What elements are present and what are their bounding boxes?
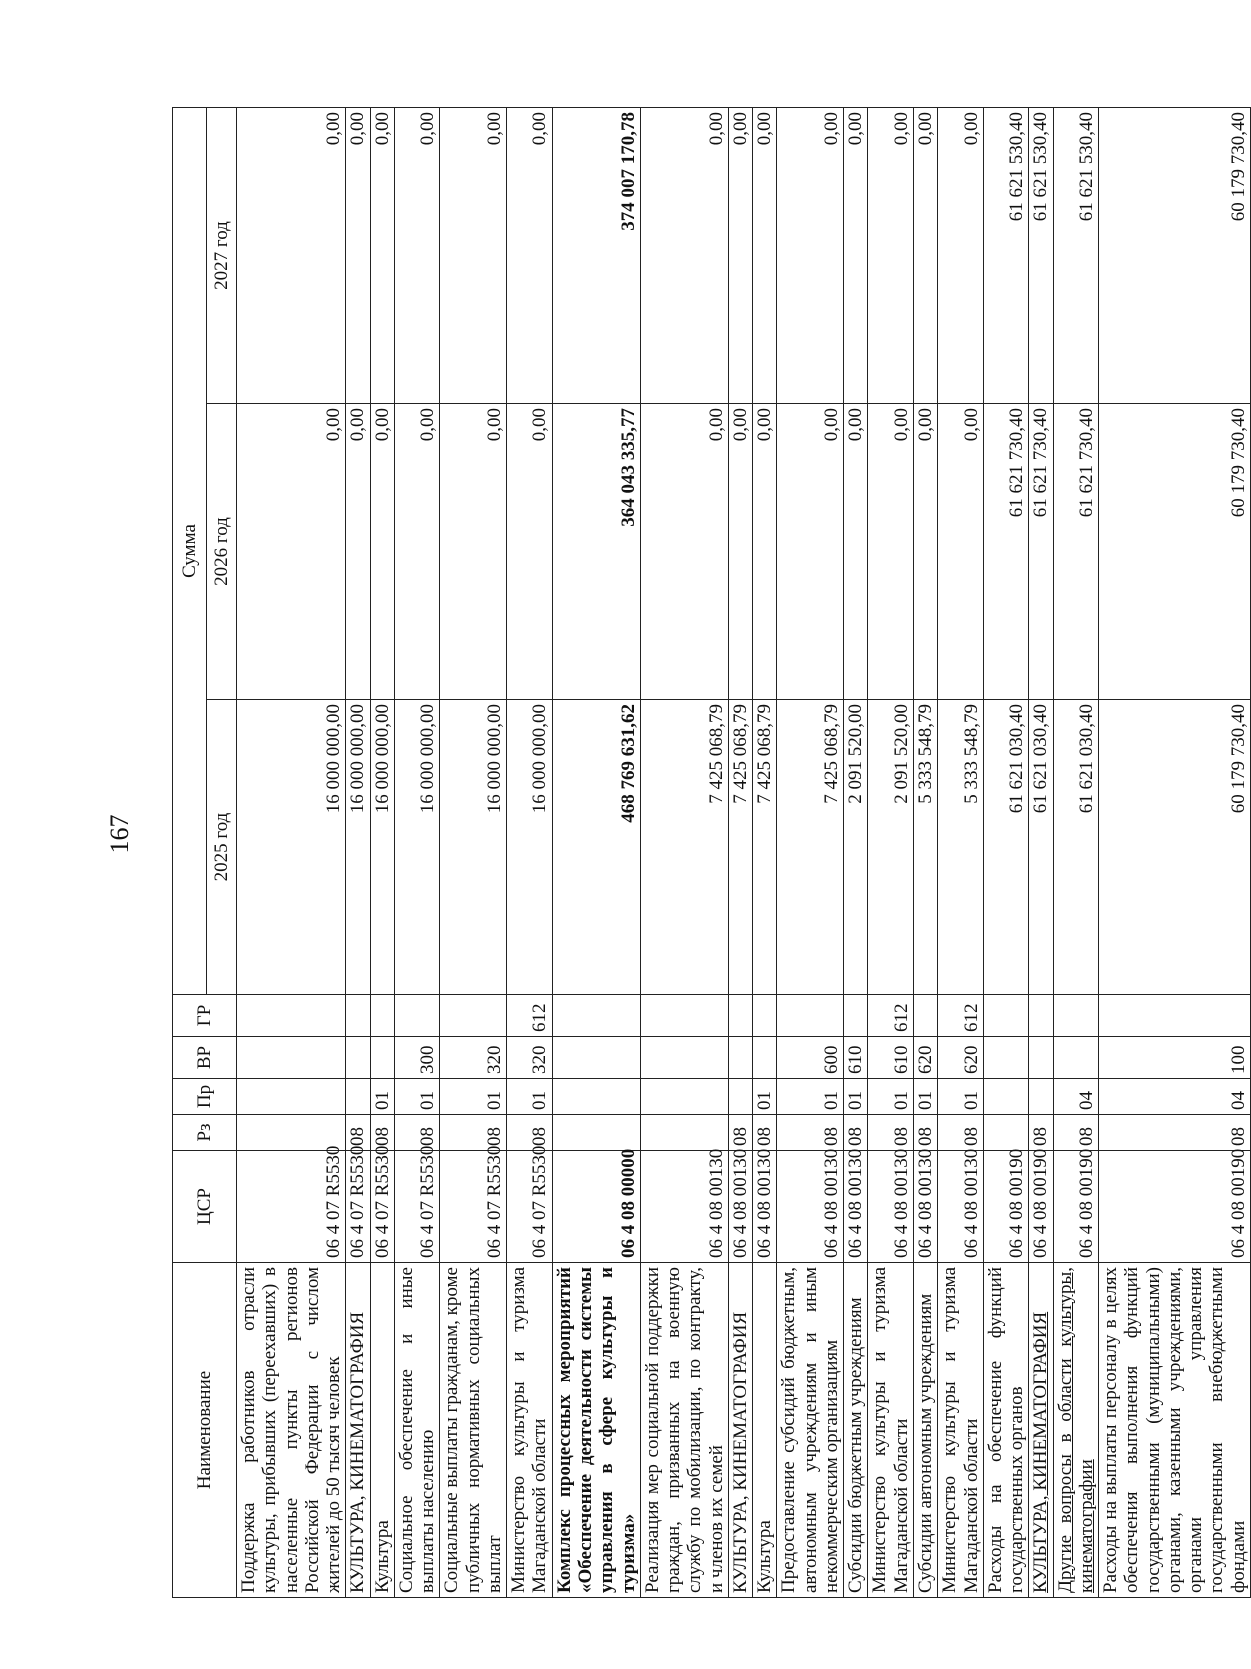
cell-gr: 612	[938, 995, 984, 1037]
header-year-2027: 2027 год	[207, 108, 237, 404]
cell-amount-2026: 0,00	[844, 404, 868, 700]
cell-amount-2025: 16 000 000,00	[346, 700, 370, 995]
header-sum: Сумма	[173, 108, 207, 995]
cell-amount-2025: 7 425 068,79	[753, 700, 777, 995]
cell-rz: 08	[728, 1115, 752, 1151]
cell-amount-2025: 7 425 068,79	[777, 700, 844, 995]
cell-gr	[777, 995, 844, 1037]
page-number: 167	[105, 814, 134, 854]
table-row	[1029, 108, 1053, 1598]
cell-rz: 08	[777, 1115, 844, 1151]
cell-amount-2025: 16 000 000,00	[440, 700, 507, 995]
cell-csr: 06 4 08 00190	[1099, 1151, 1251, 1263]
cell-amount-2025: 16 000 000,00	[507, 700, 553, 995]
cell-amount-2026: 0,00	[913, 404, 937, 700]
cell-amount-2027: 0,00	[868, 108, 914, 404]
cell-pr: 01	[440, 1079, 507, 1115]
table-row	[370, 108, 394, 1598]
table-row	[777, 108, 844, 1598]
cell-name: Министерство культуры и туризма Магаданской области	[938, 1263, 984, 1598]
cell-vr: 610	[844, 1037, 868, 1079]
cell-rz: 08	[844, 1115, 868, 1151]
cell-name: Министерство культуры и туризма Магаданской области	[868, 1263, 914, 1598]
cell-amount-2026: 0,00	[346, 404, 370, 700]
cell-csr: 06 4 07 R5530	[370, 1151, 394, 1263]
cell-amount-2026: 0,00	[753, 404, 777, 700]
cell-gr	[844, 995, 868, 1037]
cell-name: Поддержка работников отрасли культуры, прибывших (переехавших) в населенные пункты регионов Российской Федерации с числом жителей до 50 тысяч человек	[237, 1263, 346, 1598]
cell-amount-2025: 2 091 520,00	[844, 700, 868, 995]
cell-csr: 06 4 08 00130	[728, 1151, 752, 1263]
cell-name: КУЛЬТУРА, КИНЕМАТОГРАФИЯ	[1029, 1263, 1053, 1598]
cell-gr	[640, 995, 728, 1037]
cell-amount-2027: 0,00	[507, 108, 553, 404]
cell-csr: 06 4 08 00190	[983, 1151, 1029, 1263]
cell-amount-2027: 61 621 530,40	[1053, 108, 1099, 404]
cell-gr	[983, 995, 1029, 1037]
table-body	[237, 108, 1251, 1598]
cell-gr	[1099, 995, 1251, 1037]
cell-csr: 06 4 07 R5530	[394, 1151, 440, 1263]
cell-pr: 04	[1053, 1079, 1099, 1115]
cell-amount-2026: 0,00	[777, 404, 844, 700]
cell-vr	[753, 1037, 777, 1079]
cell-pr: 01	[777, 1079, 844, 1115]
cell-vr: 320	[440, 1037, 507, 1079]
cell-amount-2026: 0,00	[394, 404, 440, 700]
header-year-2025: 2025 год	[207, 700, 237, 995]
cell-vr: 300	[394, 1037, 440, 1079]
header-vr: ВР	[173, 1037, 237, 1079]
cell-vr	[1053, 1037, 1099, 1079]
cell-amount-2025: 2 091 520,00	[868, 700, 914, 995]
cell-amount-2025: 60 179 730,40	[1099, 700, 1251, 995]
cell-amount-2027: 0,00	[728, 108, 752, 404]
cell-gr	[728, 995, 752, 1037]
cell-gr	[1029, 995, 1053, 1037]
cell-amount-2025: 16 000 000,00	[394, 700, 440, 995]
cell-csr: 06 4 08 00130	[777, 1151, 844, 1263]
cell-rz: 08	[370, 1115, 394, 1151]
table-row	[844, 108, 868, 1598]
cell-pr: 01	[394, 1079, 440, 1115]
cell-rz: 08	[507, 1115, 553, 1151]
table-row	[237, 108, 346, 1598]
cell-amount-2025: 16 000 000,00	[370, 700, 394, 995]
cell-rz: 08	[938, 1115, 984, 1151]
cell-amount-2026: 0,00	[640, 404, 728, 700]
cell-name: Предоставление субсидий бюджетным, автономным учреждениям и иным некоммерческим организациям	[777, 1263, 844, 1598]
cell-name: Расходы на обеспечение функций государственных органов	[983, 1263, 1029, 1598]
cell-amount-2027: 0,00	[913, 108, 937, 404]
cell-name: Расходы на выплаты персоналу в целях обеспечения выполнения функций государственными (муниципальными) органами, казенными учреждениями, органами управления государственными внебюджетными фондами	[1099, 1263, 1251, 1598]
cell-pr	[1029, 1079, 1053, 1115]
cell-amount-2025: 5 333 548,79	[913, 700, 937, 995]
cell-rz: 08	[1029, 1115, 1053, 1151]
cell-gr: 612	[507, 995, 553, 1037]
table-row	[640, 108, 728, 1598]
cell-vr	[640, 1037, 728, 1079]
cell-csr: 06 4 08 00130	[868, 1151, 914, 1263]
cell-amount-2026: 0,00	[728, 404, 752, 700]
cell-rz	[552, 1115, 640, 1151]
table-row	[728, 108, 752, 1598]
cell-name: Социальное обеспечение и иные выплаты населению	[394, 1263, 440, 1598]
cell-vr: 610	[868, 1037, 914, 1079]
cell-amount-2026: 61 621 730,40	[983, 404, 1029, 700]
table-row	[868, 108, 914, 1598]
cell-amount-2027: 0,00	[394, 108, 440, 404]
cell-pr: 01	[753, 1079, 777, 1115]
cell-amount-2026: 0,00	[938, 404, 984, 700]
cell-csr: 06 4 08 00190	[1053, 1151, 1099, 1263]
cell-name: КУЛЬТУРА, КИНЕМАТОГРАФИЯ	[728, 1263, 752, 1598]
cell-vr: 620	[913, 1037, 937, 1079]
cell-csr: 06 4 08 00190	[1029, 1151, 1053, 1263]
table-row	[507, 108, 553, 1598]
header-year-2026: 2026 год	[207, 404, 237, 700]
cell-amount-2025: 16 000 000,00	[237, 700, 346, 995]
cell-gr	[394, 995, 440, 1037]
cell-csr: 06 4 07 R5530	[507, 1151, 553, 1263]
cell-csr: 06 4 07 R5530	[440, 1151, 507, 1263]
cell-pr	[728, 1079, 752, 1115]
cell-amount-2026: 364 043 335,77	[552, 404, 640, 700]
cell-amount-2027: 0,00	[370, 108, 394, 404]
cell-name: Субсидии бюджетным учреждениям	[844, 1263, 868, 1598]
cell-pr: 01	[507, 1079, 553, 1115]
cell-rz	[640, 1115, 728, 1151]
cell-gr	[370, 995, 394, 1037]
cell-rz	[983, 1115, 1029, 1151]
cell-amount-2027: 374 007 170,78	[552, 108, 640, 404]
cell-amount-2025: 61 621 030,40	[1029, 700, 1053, 995]
cell-rz: 08	[868, 1115, 914, 1151]
cell-name: Комплекс процессных мероприятий «Обеспечение деятельности системы управления в сфере культуры и туризма»	[552, 1263, 640, 1598]
header-name: Наименование	[173, 1263, 237, 1598]
cell-amount-2026: 0,00	[370, 404, 394, 700]
cell-csr: 06 4 08 00130	[913, 1151, 937, 1263]
cell-vr	[370, 1037, 394, 1079]
cell-pr: 01	[370, 1079, 394, 1115]
cell-pr: 01	[913, 1079, 937, 1115]
cell-rz: 08	[440, 1115, 507, 1151]
cell-pr: 01	[938, 1079, 984, 1115]
cell-gr	[1053, 995, 1099, 1037]
header-gr: ГР	[173, 995, 237, 1037]
cell-amount-2027: 0,00	[640, 108, 728, 404]
cell-pr: 01	[868, 1079, 914, 1115]
cell-name: Реализация мер социальной поддержки граждан, призванных на военную службу по мобилизации, по контракту, и членов их семей	[640, 1263, 728, 1598]
cell-gr	[440, 995, 507, 1037]
table-row	[753, 108, 777, 1598]
cell-amount-2027: 0,00	[938, 108, 984, 404]
cell-amount-2026: 0,00	[507, 404, 553, 700]
cell-vr: 620	[938, 1037, 984, 1079]
cell-amount-2026: 0,00	[440, 404, 507, 700]
cell-amount-2027: 0,00	[753, 108, 777, 404]
cell-amount-2027: 0,00	[844, 108, 868, 404]
cell-name: Другие вопросы в области культуры, кинематографии	[1053, 1263, 1099, 1598]
cell-name: Культура	[753, 1263, 777, 1598]
rotated-table-container	[172, 108, 1249, 1598]
budget-table	[172, 107, 1251, 1598]
cell-vr	[728, 1037, 752, 1079]
header-pr: Пр	[173, 1079, 237, 1115]
table-row	[938, 108, 984, 1598]
table-row	[552, 108, 640, 1598]
cell-vr: 100	[1099, 1037, 1251, 1079]
cell-name: КУЛЬТУРА, КИНЕМАТОГРАФИЯ	[346, 1263, 370, 1598]
header-csr: ЦСР	[173, 1151, 237, 1263]
cell-amount-2025: 7 425 068,79	[640, 700, 728, 995]
cell-rz: 08	[913, 1115, 937, 1151]
cell-csr: 06 4 07 R5530	[237, 1151, 346, 1263]
cell-gr	[552, 995, 640, 1037]
cell-gr	[913, 995, 937, 1037]
cell-pr: 01	[844, 1079, 868, 1115]
cell-vr	[346, 1037, 370, 1079]
cell-amount-2025: 468 769 631,62	[552, 700, 640, 995]
cell-pr: 04	[1099, 1079, 1251, 1115]
cell-pr	[237, 1079, 346, 1115]
cell-amount-2026: 0,00	[868, 404, 914, 700]
cell-vr: 600	[777, 1037, 844, 1079]
cell-pr	[552, 1079, 640, 1115]
cell-vr	[552, 1037, 640, 1079]
cell-amount-2025: 7 425 068,79	[728, 700, 752, 995]
cell-csr: 06 4 08 00130	[938, 1151, 984, 1263]
cell-amount-2027: 0,00	[237, 108, 346, 404]
cell-amount-2026: 60 179 730,40	[1099, 404, 1251, 700]
table-row	[983, 108, 1029, 1598]
cell-rz: 08	[394, 1115, 440, 1151]
cell-amount-2027: 0,00	[777, 108, 844, 404]
cell-name: Министерство культуры и туризма Магаданской области	[507, 1263, 553, 1598]
table-row	[1053, 108, 1099, 1598]
cell-csr: 06 4 08 00130	[640, 1151, 728, 1263]
table-row	[913, 108, 937, 1598]
cell-rz: 08	[1099, 1115, 1251, 1151]
cell-rz: 08	[753, 1115, 777, 1151]
cell-csr: 06 4 08 00130	[753, 1151, 777, 1263]
cell-vr	[983, 1037, 1029, 1079]
cell-csr: 06 4 08 00130	[844, 1151, 868, 1263]
cell-gr: 612	[868, 995, 914, 1037]
cell-amount-2026: 61 621 730,40	[1029, 404, 1053, 700]
cell-pr	[983, 1079, 1029, 1115]
table-row	[440, 108, 507, 1598]
cell-pr	[640, 1079, 728, 1115]
cell-vr	[237, 1037, 346, 1079]
cell-gr	[753, 995, 777, 1037]
cell-name: Социальные выплаты гражданам, кроме публичных нормативных социальных выплат	[440, 1263, 507, 1598]
cell-gr	[346, 995, 370, 1037]
cell-amount-2025: 61 621 030,40	[983, 700, 1029, 995]
cell-gr	[237, 995, 346, 1037]
cell-amount-2027: 61 621 530,40	[983, 108, 1029, 404]
cell-amount-2027: 60 179 730,40	[1099, 108, 1251, 404]
cell-amount-2026: 0,00	[237, 404, 346, 700]
table-row	[346, 108, 370, 1598]
cell-vr: 320	[507, 1037, 553, 1079]
cell-rz: 08	[346, 1115, 370, 1151]
cell-csr: 06 4 07 R5530	[346, 1151, 370, 1263]
cell-name: Субсидии автономным учреждениям	[913, 1263, 937, 1598]
cell-amount-2027: 0,00	[440, 108, 507, 404]
cell-pr	[346, 1079, 370, 1115]
cell-amount-2027: 0,00	[346, 108, 370, 404]
cell-vr	[1029, 1037, 1053, 1079]
table-row	[394, 108, 440, 1598]
cell-amount-2025: 61 621 030,40	[1053, 700, 1099, 995]
cell-amount-2025: 5 333 548,79	[938, 700, 984, 995]
cell-rz: 08	[1053, 1115, 1099, 1151]
table-row	[1099, 108, 1251, 1598]
header-rz: Рз	[173, 1115, 237, 1151]
cell-name: Культура	[370, 1263, 394, 1598]
table-header	[173, 108, 237, 1598]
cell-amount-2026: 61 621 730,40	[1053, 404, 1099, 700]
cell-csr: 06 4 08 00000	[552, 1151, 640, 1263]
cell-amount-2027: 61 621 530,40	[1029, 108, 1053, 404]
